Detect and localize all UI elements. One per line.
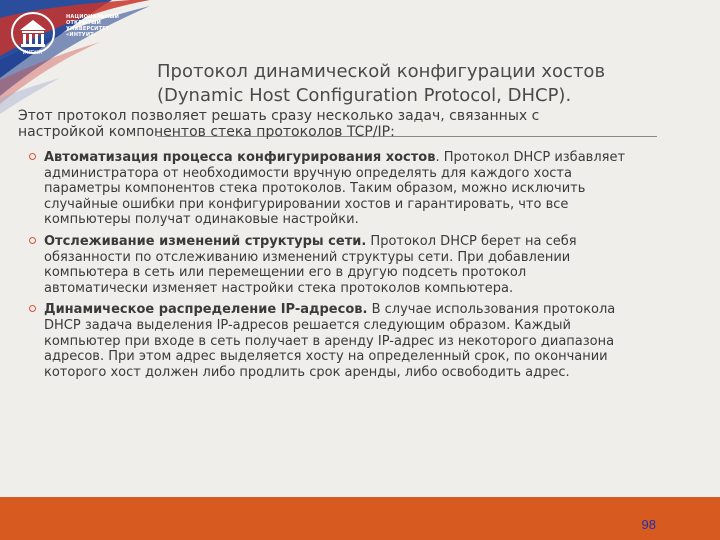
bullet-text <box>44 302 666 380</box>
university-building-icon <box>10 10 56 56</box>
bullet-heading: Отслеживание изменений структуры сети. <box>44 233 367 249</box>
bullet-heading: Динамическое распределение IP-адресов. <box>44 302 368 318</box>
bullet-text <box>44 150 666 228</box>
bullet-body: . Протокол DHCP избавляет администратора от необходимости вручную определять для каждого хоста параметры компонентов стека протоколов. Таким образом, можно исключить случайные ошибки при конфигурировании хостов и гарантировать, что все компьютеры получат одинаковые настройки. <box>44 150 626 228</box>
intro-line-1: Этот протокол позволяет решать сразу несколько задач, связанных с <box>18 108 540 124</box>
page-number: 98 <box>641 517 656 532</box>
bullet-body: Протокол DHCP берет на себя обязанности по отслеживанию изменений структуры сети. При добавлении компьютера в сеть или перемещении его в другую подсеть протокол автоматически изменяет настройки стека протоколов компьютера. <box>44 233 577 296</box>
bullet-marker-icon <box>29 305 36 312</box>
bullet-text <box>44 234 666 296</box>
list-item <box>26 150 666 228</box>
bullet-heading: Автоматизация процесса конфигурирования хостов <box>44 150 436 165</box>
title-line-2: (Dynamic Host Configuration Protocol, DHCP). <box>157 85 572 106</box>
svg-text:ИНТУИТ: ИНТУИТ <box>22 50 44 56</box>
title-line-1: Протокол динамической конфигурации хостов <box>157 61 606 82</box>
footer-bar <box>0 497 720 540</box>
slide-title <box>157 60 677 108</box>
list-item <box>26 234 666 296</box>
bullet-marker-icon <box>29 153 36 160</box>
logo-line-3: «ИНТУИТ» <box>66 32 98 38</box>
logo-line-1: НАЦИОНАЛЬНЫЙ <box>66 14 120 20</box>
intro-line-2: настройкой компонентов стека протоколов TCP/IP: <box>18 124 395 140</box>
bullet-marker-icon <box>29 237 36 244</box>
logo-text <box>66 14 126 38</box>
bullet-list <box>26 150 666 386</box>
list-item <box>26 302 666 380</box>
logo-line-2: ОТКРЫТЫЙ УНИВЕРСИТЕТ <box>66 20 110 32</box>
bullet-body: В случае использования протокола DHCP задача выделения IP-адресов решается следующим образом. Каждый компьютер при входе в сеть получает в аренду IP-адрес из некоторого диапазона адресов. При этом адрес выделяется хосту на определенный срок, по окончании которого хост должен либо продлить срок аренды, либо освободить адрес. <box>44 302 616 380</box>
intro-text <box>18 108 618 140</box>
logo <box>10 6 120 64</box>
